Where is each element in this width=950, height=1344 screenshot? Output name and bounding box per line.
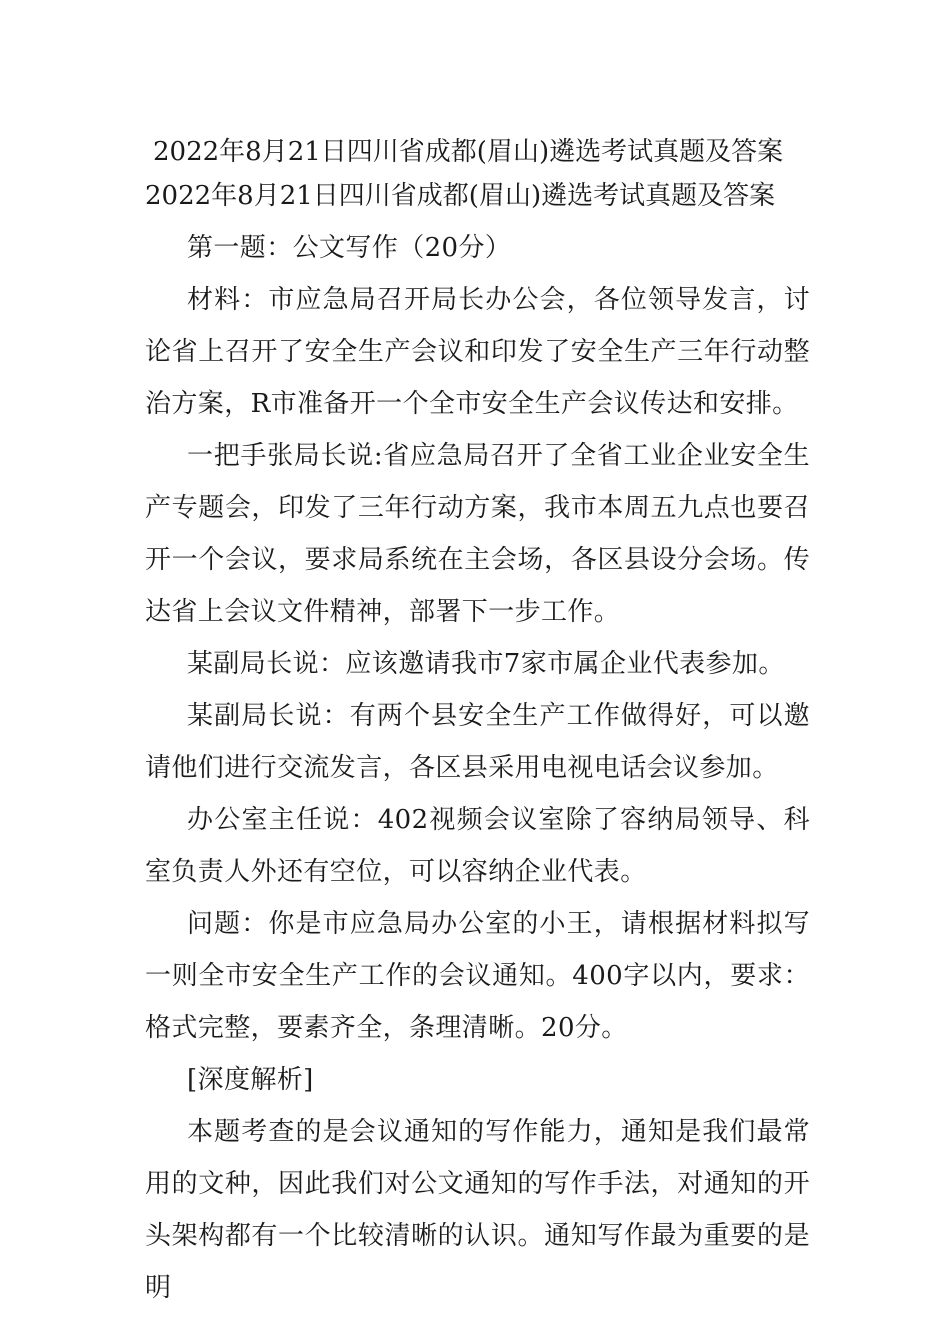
- question-heading: 第一题：公文写作（20分）: [187, 233, 512, 263]
- document-title: 2022年8月21日四川省成都(眉山)遴选考试真题及答案: [153, 137, 784, 167]
- question-paragraph: 问题：你是市应急局办公室的小王，请根据材料拟写一则全市安全生产工作的会议通知。400字以内，要求：格式完整，要素齐全，条理清晰。20分。: [145, 909, 810, 1043]
- deputy-statement-1: 某副局长说：应该邀请我市7家市属企业代表参加。: [187, 649, 785, 679]
- analysis-paragraph: 本题考查的是会议通知的写作能力，通知是我们最常用的文种，因此我们对公文通知的写作手法，对通知的开头架构都有一个比较清晰的认识。通知写作最为重要的是明: [145, 1117, 810, 1303]
- analysis-heading: [深度解析]: [187, 1065, 314, 1095]
- director-statement: 一把手张局长说:省应急局召开了全省工业企业安全生产专题会，印发了三年行动方案，我市本周五九点也要召开一个会议，要求局系统在主会场，各区县设分会场。传达省上会议文件精神，部署下一步工作。: [145, 441, 810, 627]
- office-director-statement: 办公室主任说：402视频会议室除了容纳局领导、科室负责人外还有空位，可以容纳企业代表。: [145, 805, 810, 887]
- document-title-repeat: 2022年8月21日四川省成都(眉山)遴选考试真题及答案: [145, 181, 776, 211]
- material-paragraph: 材料：市应急局召开局长办公会，各位领导发言，讨论省上召开了安全生产会议和印发了安全生产三年行动整治方案，R市准备开一个全市安全生产会议传达和安排。: [145, 285, 810, 419]
- deputy-statement-2: 某副局长说：有两个县安全生产工作做得好，可以邀请他们进行交流发言，各区县采用电视电话会议参加。: [145, 701, 810, 783]
- document-body: [145, 130, 810, 1314]
